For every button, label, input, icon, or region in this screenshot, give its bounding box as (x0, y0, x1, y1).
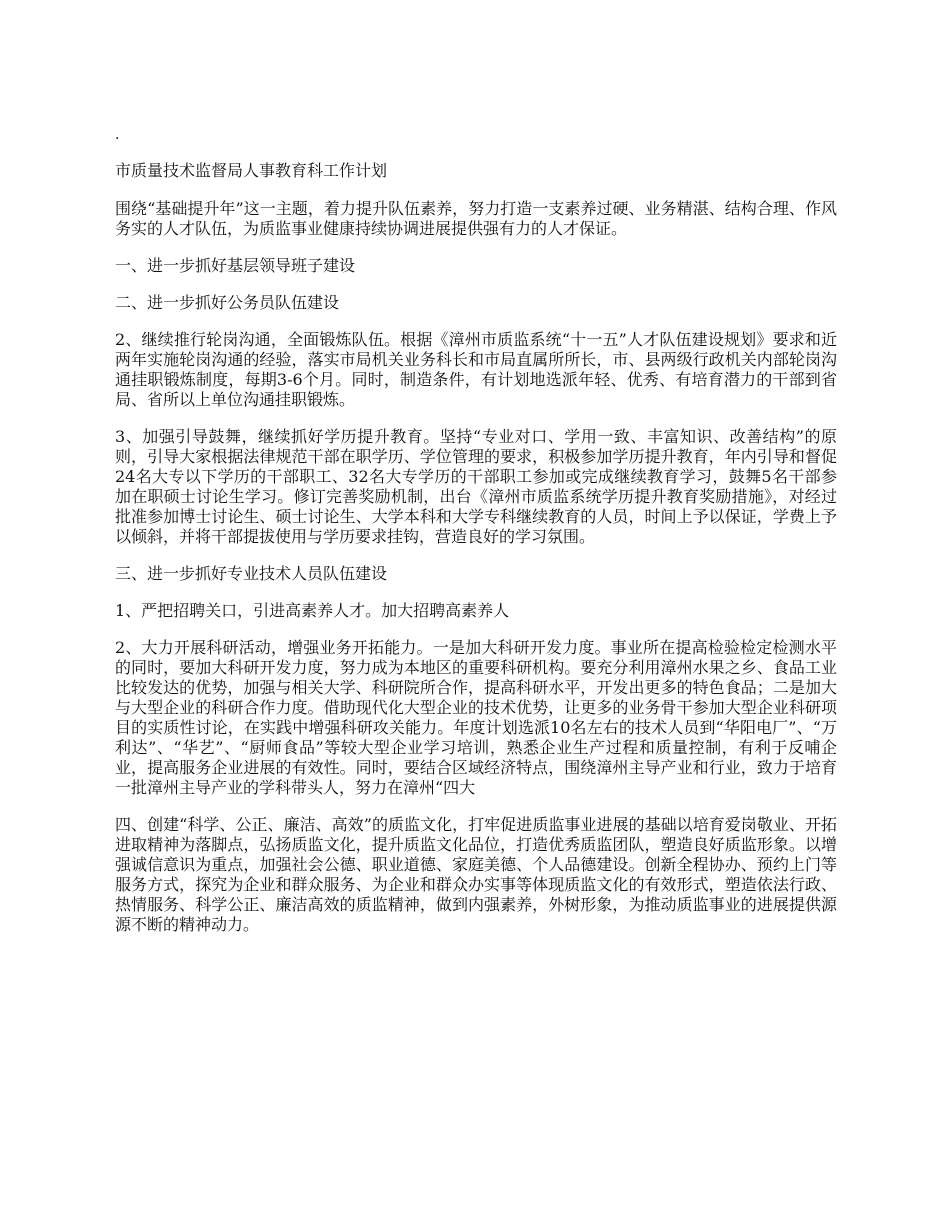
document-body (115, 125, 837, 935)
page-marker-dot: . (115, 127, 120, 143)
section-heading-3: 三、进一步抓好专业技术人员队伍建设 (115, 564, 388, 583)
section-heading-4-culture: 四、创建“科学、公正、廉洁、高效”的质监文化，打牢促进质监事业进展的基础以培育爱岗敬业、开拓进取精神为落脚点，弘扬质监文化，提升质监文化品位，打造优秀质监团队，塑造良好质监形象。以增强诚信意识为重点，加强社会公德、职业道德、家庭美德、个人品德建设。创新全程协办、预约上门等服务方式，探究为企业和群众服务、为企业和群众办实事等体现质监文化的有效形式，塑造依法行政、热情服务、科学公正、廉洁高效的质监精神，做到内强素养，外树形象，为推动质监事业的进展提供源源不断的精神动力。 (115, 815, 837, 934)
paragraph-rotation-exchange: 2、继续推行轮岗沟通，全面锻炼队伍。根据《漳州市质监系统“十一五”人才队伍建设规划》要求和近两年实施轮岗沟通的经验，落实市局机关业务科长和市局直属所所长，市、县两级行政机关内部轮岗沟通挂职锻炼制度，每期3-6个月。同时，制造条件，有计划地选派年轻、优秀、有培育潜力的干部到省局、省所以上单位沟通挂职锻炼。 (115, 330, 837, 409)
section-heading-2: 二、进一步抓好公务员队伍建设 (115, 293, 340, 312)
intro-paragraph: 围绕“基础提升年”这一主题，着力提升队伍素养，努力打造一支素养过硬、业务精湛、结构合理、作风务实的人才队伍，为质监事业健康持续协调进展提供强有力的人才保证。 (115, 199, 837, 238)
paragraph-recruitment: 1、严把招聘关口，引进高素养人才。加大招聘高素养人 (115, 601, 510, 620)
document-title: 市质量技术监督局人事教育科工作计划 (115, 161, 388, 180)
section-heading-1: 一、进一步抓好基层领导班子建设 (115, 256, 356, 275)
paragraph-education-upgrade: 3、加强引导鼓舞，继续抓好学历提升教育。坚持“专业对口、学用一致、丰富知识、改善结构”的原则，引导大家根据法律规范干部在职学历、学位管理的要求，积极参加学历提升教育，年内引导和督促24名大专以下学历的干部职工、32名大专学历的干部职工参加或完成继续教育学习，鼓舞5名干部参加在职硕士讨论生学习。修订完善奖励机制，出台《漳州市质监系统学历提升教育奖励措施》，对经过批准参加博士讨论生、硕士讨论生、大学本科和大学专科继续教育的人员，时间上予以保证，学费上予以倾斜，并将干部提拔使用与学历要求挂钩，营造良好的学习氛围。 (115, 427, 837, 546)
paragraph-research: 2、大力开展科研活动，增强业务开拓能力。一是加大科研开发力度。事业所在提高检验检定检测水平的同时，要加大科研开发力度，努力成为本地区的重要科研机构。要充分利用漳州水果之乡、食品工业比较发达的优势，加强与相关大学、科研院所合作，提高科研水平，开发出更多的特色食品；二是加大与大型企业的科研合作力度。借助现代化大型企业的技术优势，让更多的业务骨干参加大型企业科研项目的实质性讨论，在实践中增强科研攻关能力。年度计划选派10名左右的技术人员到“华阳电厂”、“万利达”、“华艺”、“厨师食品”等较大型企业学习培训，熟悉企业生产过程和质量控制，有利于反哺企业，提高服务企业进展的有效性。同时，要结合区域经济特点，围绕漳州主导产业和行业，致力于培育一批漳州主导产业的学科带头人，努力在漳州“四大 (115, 638, 837, 797)
